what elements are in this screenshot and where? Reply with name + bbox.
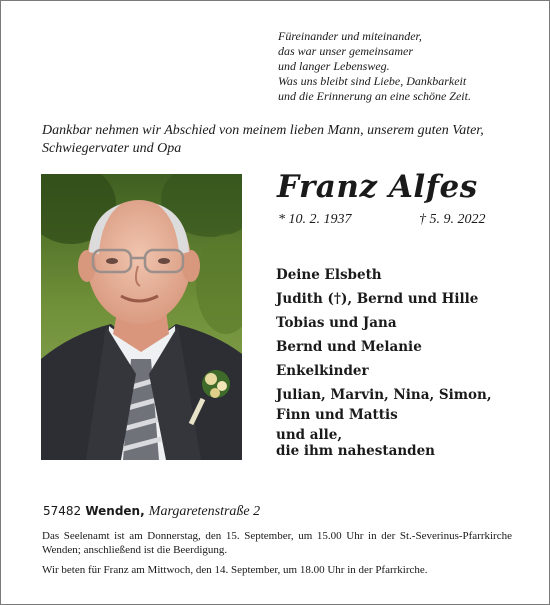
- poem-line: Füreinander und miteinander,: [278, 29, 422, 43]
- birth-date: * 10. 2. 1937: [278, 212, 352, 227]
- poem-line: und die Erinnerung an eine schöne Zeit.: [278, 89, 471, 103]
- mourner-line: und alle,: [276, 427, 343, 443]
- mourner-line: Judith (†), Bernd und Hille: [276, 291, 479, 307]
- mourner-line: die ihm nahestanden: [276, 443, 435, 459]
- address-city: Wenden,: [85, 504, 145, 518]
- poem-line: das war unser gemeinsamer: [278, 44, 413, 58]
- requiem-notice: Das Seelenamt ist am Donnerstag, den 15. September, um 15.00 Uhr in der St.-Severinus-Pfarrkirche Wenden; anschließend ist die Beerdigung.: [42, 530, 512, 556]
- mourner-line: Deine Elsbeth: [276, 267, 382, 283]
- mourner-line: Finn und Mattis: [276, 407, 398, 423]
- mourners-list: [276, 263, 531, 459]
- mourner-line: Tobias und Jana: [276, 315, 397, 331]
- mourner-line: Enkelkinder: [276, 363, 369, 379]
- prayer-notice: Wir beten für Franz am Mittwoch, den 14. September, um 18.00 Uhr in der Pfarrkirche.: [42, 564, 428, 576]
- poem-line: und langer Lebensweg.: [278, 59, 390, 73]
- portrait-photo: [41, 174, 242, 460]
- family-address: [43, 503, 260, 520]
- mourner-line: Julian, Marvin, Nina, Simon,: [276, 387, 492, 403]
- farewell-intro: Dankbar nehmen wir Abschied von meinem lieben Mann, unserem guten Vater, Schwiegervater und Opa: [42, 123, 484, 156]
- address-street: Margaretenstraße 2: [148, 504, 261, 519]
- poem-line: Was uns bleibt sind Liebe, Dankbarkeit: [278, 74, 467, 88]
- memorial-poem: [278, 29, 538, 104]
- mourner-line: Bernd und Melanie: [276, 339, 422, 355]
- address-zip: 57482: [43, 504, 82, 518]
- deceased-name: Franz Alfes: [277, 169, 478, 205]
- death-date: † 5. 9. 2022: [419, 212, 486, 227]
